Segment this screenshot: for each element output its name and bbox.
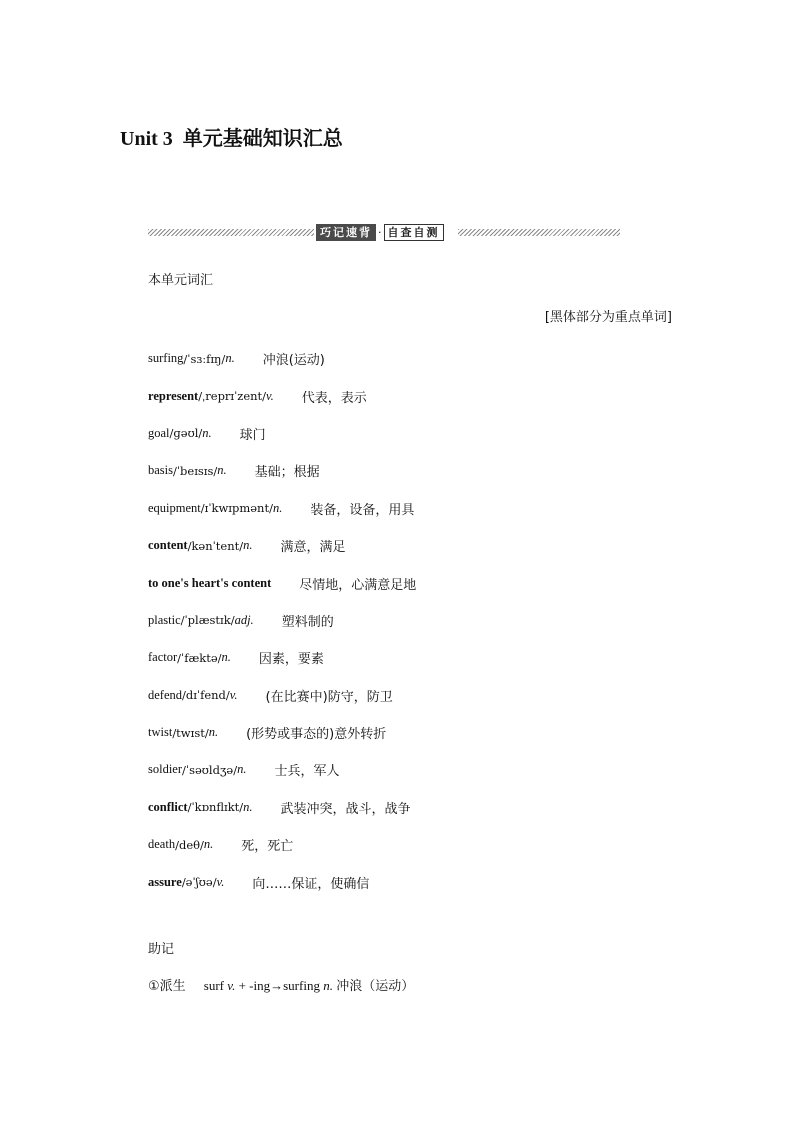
- vocab-meaning: 基础；根据: [254, 465, 320, 481]
- vocab-ipa: /əˈʃʊə/: [181, 875, 217, 890]
- vocab-ipa: /dɪˈfend/: [182, 688, 230, 703]
- arrow-icon: →: [270, 978, 284, 993]
- vocab-word: equipment: [148, 500, 201, 515]
- vocab-item: [148, 714, 708, 751]
- vocab-pos: n.: [243, 799, 253, 814]
- vocab-ipa: /ˌreprɪˈzent/: [198, 389, 267, 404]
- memo-meaning: 冲浪（运动）: [336, 979, 415, 994]
- vocab-item: [148, 527, 708, 564]
- vocab-meaning: 向……保证，使确信: [252, 876, 370, 892]
- banner-hatch-left: [148, 229, 314, 236]
- vocab-item: [148, 863, 708, 900]
- vocab-item: [148, 340, 708, 377]
- vocab-pos: n.: [208, 725, 219, 740]
- memo-derived: surfing: [283, 978, 320, 993]
- vocab-word: twist: [148, 725, 173, 740]
- memo-suffix: -ing: [249, 978, 271, 993]
- memo-label: ①派生: [148, 979, 186, 994]
- bold-note: [黑体部分为重点单词]: [544, 310, 672, 325]
- vocab-meaning: (形势或事态的)意外转折: [246, 727, 387, 743]
- vocab-word: represent: [148, 388, 199, 403]
- vocab-ipa: /ɡəʊl/: [169, 426, 203, 441]
- vocab-item: [148, 751, 708, 788]
- vocab-word: factor: [148, 650, 178, 665]
- vocab-item: [148, 677, 708, 714]
- section-heading: 本单元词汇: [148, 273, 214, 288]
- vocab-ipa: /ˈkɒnflɪkt/: [187, 800, 244, 815]
- vocab-pos: v.: [266, 388, 274, 403]
- vocab-item: [148, 639, 708, 676]
- vocab-ipa: /ˈsəʊldʒə/: [182, 762, 238, 777]
- vocab-ipa: /deθ/: [175, 837, 204, 852]
- section-banner: [148, 222, 620, 242]
- vocab-word: plastic: [148, 612, 181, 627]
- vocab-meaning: 代表，表示: [301, 390, 367, 406]
- vocab-list: [148, 340, 708, 901]
- memo-rule: [204, 978, 336, 993]
- memo-derived-pos: n.: [323, 978, 333, 993]
- vocab-item: [148, 452, 708, 489]
- vocab-pos: n.: [221, 650, 231, 665]
- banner-separator: ·: [378, 225, 382, 239]
- vocab-word: surfing: [148, 351, 184, 366]
- vocab-item: [148, 826, 708, 863]
- vocab-meaning: 球门: [239, 427, 266, 443]
- vocab-ipa: /ˈfæktə/: [177, 650, 222, 665]
- vocab-ipa: /kənˈtent/: [187, 538, 244, 553]
- banner-tags: [316, 222, 444, 242]
- vocab-meaning: 尽情地，心满意足地: [299, 577, 417, 593]
- vocab-pos: n.: [203, 837, 214, 852]
- vocab-meaning: (在比赛中)防守，防卫: [265, 689, 393, 705]
- vocab-meaning: 因素，要素: [258, 652, 324, 668]
- unit-label: Unit 3: [120, 128, 173, 150]
- memo-base-pos: v.: [227, 978, 236, 993]
- memo-base: surf: [203, 978, 225, 993]
- vocab-meaning: 满意，满足: [280, 540, 346, 556]
- vocab-phrase: to one's heart's content: [148, 575, 272, 590]
- vocab-ipa: /twɪst/: [172, 725, 209, 740]
- banner-tag-memorize: 巧记速背: [316, 224, 376, 241]
- vocab-ipa: /ˈsɜːfɪŋ/: [183, 351, 226, 366]
- vocab-meaning: 武装冲突，战斗，战争: [280, 801, 411, 817]
- vocab-item: [148, 602, 708, 639]
- vocab-pos: n.: [272, 500, 283, 515]
- page-title: [120, 122, 343, 151]
- vocab-word: conflict: [148, 799, 188, 814]
- vocab-meaning: 冲浪(运动): [262, 353, 325, 369]
- vocab-word: death: [148, 837, 176, 852]
- vocab-item: [148, 564, 708, 601]
- vocab-pos: n.: [225, 351, 235, 366]
- vocab-pos: v.: [229, 687, 238, 702]
- vocab-word: content: [148, 538, 188, 553]
- vocab-meaning: 士兵，军人: [274, 764, 340, 780]
- vocab-pos: n.: [243, 538, 253, 553]
- vocab-word: soldier: [148, 762, 183, 777]
- vocab-ipa: /ˈplæstɪk/: [180, 613, 235, 628]
- vocab-meaning: 装备，设备，用具: [310, 502, 415, 518]
- vocab-pos: adj.: [234, 612, 254, 627]
- memo-derivation: [148, 975, 414, 994]
- vocab-pos: n.: [202, 425, 212, 440]
- vocab-item: [148, 377, 708, 414]
- banner-hatch-right: [458, 229, 620, 236]
- vocab-meaning: 死，死亡: [241, 839, 294, 855]
- vocab-word: assure: [148, 874, 182, 889]
- memo-title: 助记: [148, 942, 175, 957]
- vocab-word: goal: [148, 425, 170, 440]
- vocab-item: [148, 415, 708, 452]
- vocab-word: defend: [148, 687, 183, 702]
- vocab-pos: v.: [216, 874, 225, 889]
- title-text: 单元基础知识汇总: [182, 128, 343, 150]
- vocab-ipa: /ˈbeɪsɪs/: [173, 463, 218, 478]
- vocab-item: [148, 490, 708, 527]
- memo-plus: +: [238, 978, 246, 993]
- banner-tag-selfcheck: 自查自测: [384, 224, 444, 241]
- vocab-pos: n.: [217, 463, 227, 478]
- vocab-item: [148, 789, 708, 826]
- vocab-ipa: /ɪˈkwɪpmənt/: [200, 501, 273, 516]
- vocab-meaning: 塑料制的: [281, 614, 334, 630]
- vocab-pos: n.: [237, 762, 247, 777]
- vocab-word: basis: [148, 463, 173, 478]
